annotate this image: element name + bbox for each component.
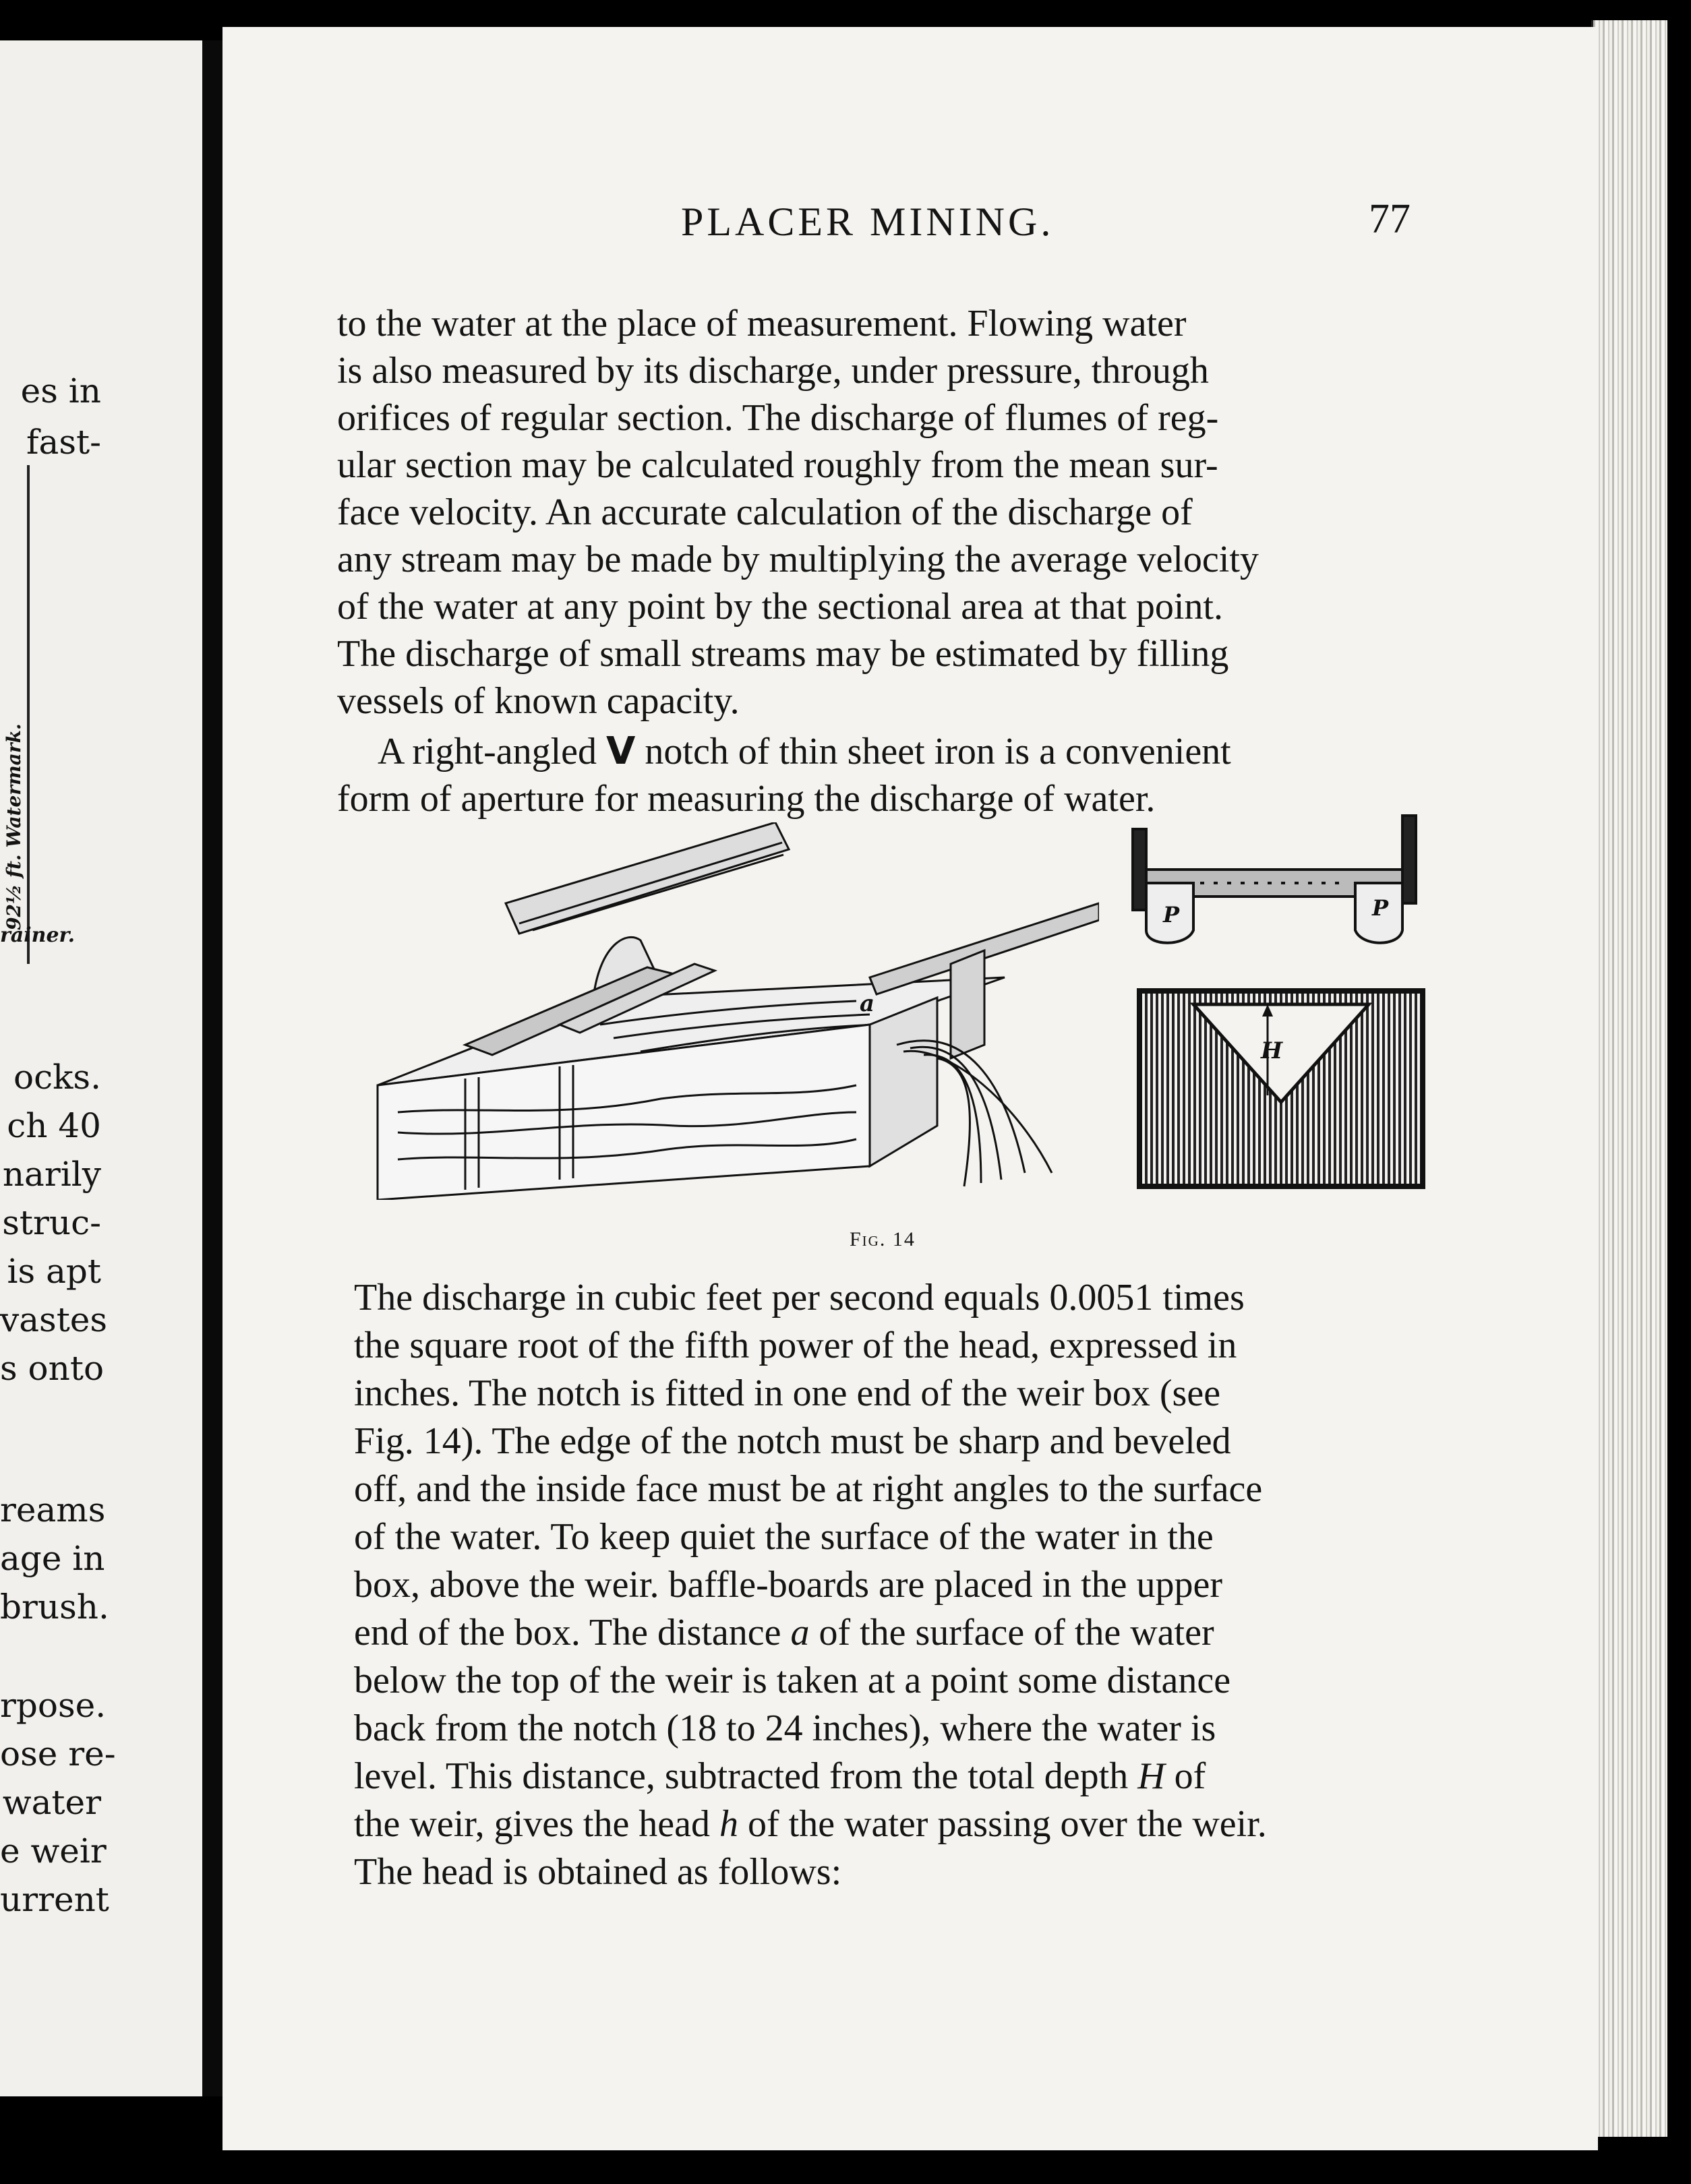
paragraph-line: the weir, gives the head h of the water passing over the weir. (354, 1803, 1267, 1845)
left-page-line: e weir (0, 1831, 107, 1871)
left-page-line: vastes (0, 1300, 108, 1339)
paragraph-line: A right-angled V notch of thin sheet iron is a convenient (378, 729, 1231, 773)
paragraph-line: any stream may be made by multiplying the average velocity (337, 539, 1259, 580)
paragraph-line: of the water at any point by the sectional area at that point. (337, 586, 1223, 628)
paragraph-line: The discharge in cubic feet per second equals 0.0051 times (354, 1277, 1245, 1318)
figure-label-h: H (1261, 1037, 1283, 1064)
paragraph-line: the square root of the fifth power of the head, expressed in (354, 1325, 1237, 1366)
paragraph-line: The head is obtained as follows: (354, 1851, 842, 1893)
left-page-line: water (2, 1783, 101, 1822)
left-page-line: urrent (0, 1880, 109, 1919)
left-page-line: reams (0, 1490, 106, 1529)
paragraph-line: off, and the inside face must be at right angles to the surface (354, 1468, 1263, 1510)
paragraph-line: to the water at the place of measurement. Flowing water (337, 303, 1187, 344)
paragraph-line: level. This distance, subtracted from the total depth H of (354, 1755, 1206, 1797)
left-page-line: age in (0, 1539, 105, 1578)
book-gutter (202, 40, 225, 2096)
figure-label-a: a (860, 990, 875, 1017)
paragraph-line: Fig. 14). The edge of the notch must be sharp and beveled (354, 1420, 1231, 1462)
paragraph-line: back from the notch (18 to 24 inches), where the water is (354, 1707, 1216, 1749)
paragraph-line: below the top of the weir is taken at a point some distance (354, 1660, 1231, 1701)
v-notch-elevation-illustration (1133, 984, 1429, 1200)
left-figure-label-watermark: 92½ ft. Watermark. (3, 723, 25, 930)
left-page-line: ose re- (0, 1734, 116, 1773)
left-page-line: ocks. (13, 1058, 101, 1097)
paragraph-line: The discharge of small streams may be estimated by filling (337, 633, 1229, 675)
left-page-line: es in (20, 371, 101, 411)
left-page-line: ch 40 (7, 1106, 101, 1145)
page-edges (1591, 20, 1667, 2137)
left-page-line: struc- (2, 1203, 101, 1242)
paragraph-line: form of aperture for measuring the discharge of water. (337, 778, 1156, 820)
paragraph-line: of the water. To keep quiet the surface of the water in the (354, 1516, 1214, 1558)
paragraph-line: is also measured by its discharge, under pressure, through (337, 350, 1209, 392)
figure-label-p-left: P (1163, 902, 1180, 928)
notch-plan-illustration (1126, 802, 1423, 964)
left-page-line: rpose. (0, 1686, 107, 1725)
left-page-line: narily (2, 1155, 101, 1194)
v-notch-glyph: V (606, 729, 636, 773)
paragraph-line: orifices of regular section. The discharge of flumes of reg- (337, 397, 1219, 439)
weir-box-illustration (357, 822, 1099, 1200)
page-number: 77 (1369, 196, 1411, 242)
paragraph-line: box, above the weir. baffle-boards are placed in the upper (354, 1564, 1222, 1606)
paragraph-line: vessels of known capacity. (337, 680, 740, 722)
figure-label-p-right: P (1372, 895, 1389, 921)
right-page (222, 27, 1598, 2150)
paragraph-line: inches. The notch is fitted in one end of the weir box (see (354, 1372, 1221, 1414)
paragraph-line: face velocity. An accurate calculation of the discharge of (337, 491, 1193, 533)
paragraph-line: ular section may be calculated roughly from the mean sur- (337, 444, 1218, 486)
left-page-fragment (0, 40, 218, 2096)
left-page-line: fast- (26, 423, 101, 462)
running-head: PLACER MINING. (681, 200, 1055, 244)
paragraph-line: end of the box. The distance a of the surface of the water (354, 1612, 1214, 1654)
left-page-line: s onto (0, 1349, 105, 1388)
left-page-line: is apt (7, 1252, 101, 1291)
figure-caption: Fig. 14 (850, 1228, 916, 1250)
left-figure-label-strainer: rainer. (0, 923, 76, 947)
left-page-line: brush. (0, 1587, 109, 1627)
